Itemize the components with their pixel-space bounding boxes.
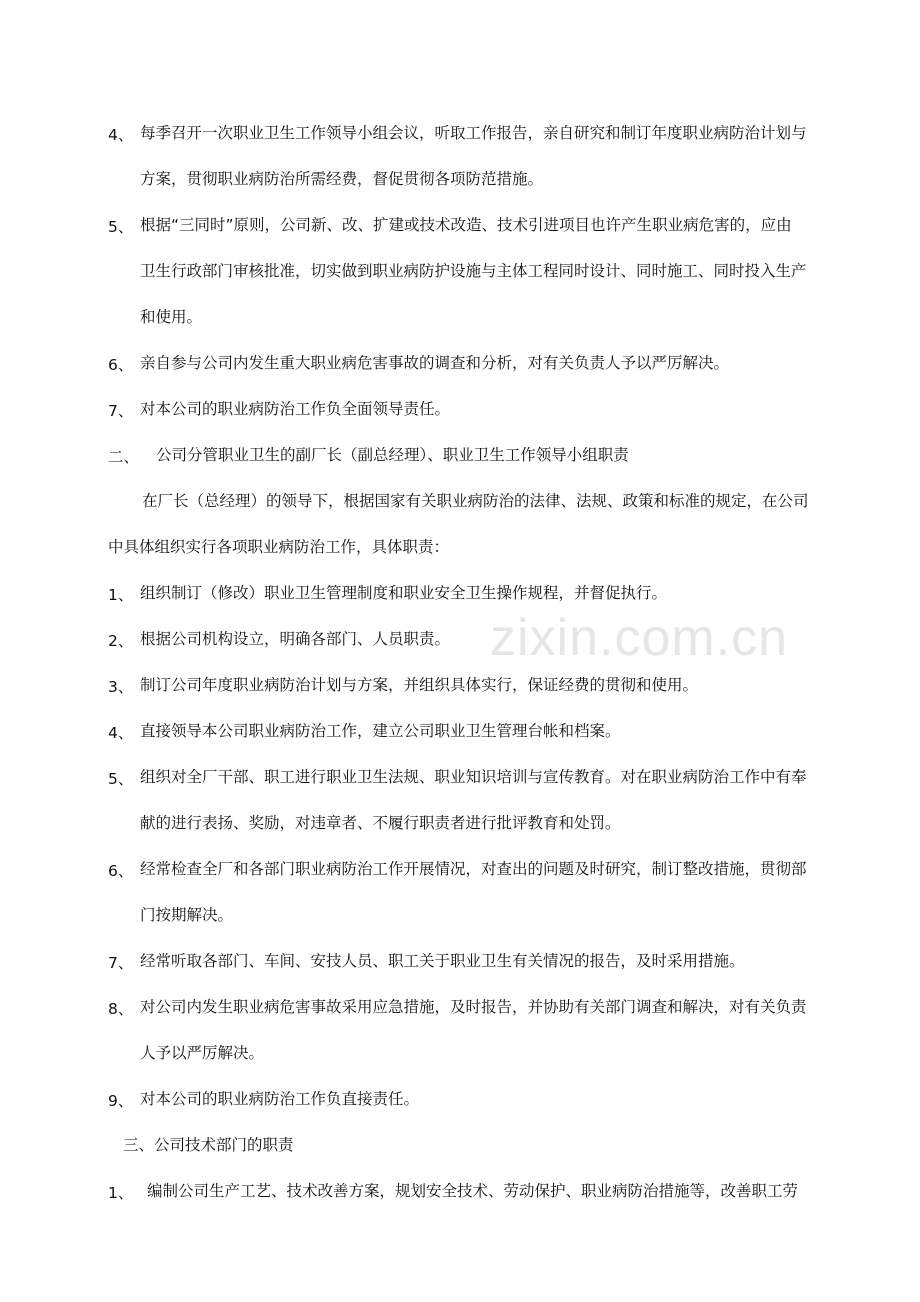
paragraph-line: 经常检查全厂和各部门职业病防治工作开展情况，对查出的问题及时研究，制订整改措施，贯彻部 bbox=[140, 860, 807, 878]
paragraph-line: 制订公司年度职业病防治计划与方案，并组织具体实行，保证经费的贯彻和使用。 bbox=[140, 676, 699, 694]
paragraph-line: 组织对全厂干部、职工进行职业卫生法规、职业知识培训与宣传教育。对在职业病防治工作中有奉 bbox=[140, 768, 807, 786]
paragraph-line: 对本公司的职业病防治工作负直接责任。 bbox=[140, 1090, 420, 1108]
item-number: 1、 bbox=[108, 1184, 134, 1202]
item-number: 9、 bbox=[108, 1092, 134, 1110]
item-number: 4、 bbox=[108, 126, 134, 144]
paragraph-line: 每季召开一次职业卫生工作领导小组会议，听取工作报告，亲自研究和制订年度职业病防治计划与 bbox=[140, 124, 807, 142]
watermark: zixin.com.cn bbox=[490, 609, 789, 667]
paragraph-line: 亲自参与公司内发生重大职业病危害事故的调查和分析，对有关负责人予以严厉解决。 bbox=[140, 354, 730, 372]
paragraph-line: 经常听取各部门、车间、安技人员、职工关于职业卫生有关情况的报告，及时采用措施。 bbox=[140, 952, 745, 970]
item-number: 6、 bbox=[108, 356, 134, 374]
item-number: 1、 bbox=[108, 586, 134, 604]
paragraph-line: 和使用。 bbox=[140, 308, 203, 326]
item-number: 2、 bbox=[108, 632, 134, 650]
section-heading: 公司分管职业卫生的副厂长（副总经理）、职业卫生工作领导小组职责 bbox=[156, 446, 629, 464]
item-number: 7、 bbox=[108, 402, 134, 420]
paragraph-line: 组织制订（修改）职业卫生管理制度和职业安全卫生操作规程，并督促执行。 bbox=[140, 584, 668, 602]
paragraph-line: 人予以严厉解决。 bbox=[140, 1044, 265, 1062]
item-number: 4、 bbox=[108, 724, 134, 742]
item-number: 3、 bbox=[108, 678, 134, 696]
paragraph-line: 在厂长（总经理）的领导下，根据国家有关职业病防治的法律、法规、政策和标准的规定，在公司 bbox=[142, 492, 809, 510]
paragraph-line: 方案，贯彻职业病防治所需经费，督促贯彻各项防范措施。 bbox=[140, 170, 544, 188]
item-number: 5、 bbox=[108, 218, 134, 236]
item-number: 6、 bbox=[108, 862, 134, 880]
paragraph-line: 编制公司生产工艺、技术改善方案，规划安全技术、劳动保护、职业病防治措施等，改善职工劳 bbox=[147, 1182, 799, 1200]
paragraph-line: 献的进行表扬、奖励，对违章者、不履行职责者进行批评教育和处罚。 bbox=[140, 814, 621, 832]
paragraph-line: 卫生行政部门审核批准，切实做到职业病防护设施与主体工程同时设计、同时施工、同时投入生产 bbox=[140, 262, 807, 280]
section-number: 二、 bbox=[108, 448, 140, 466]
item-number: 7、 bbox=[108, 954, 134, 972]
paragraph-line: 根据“三同时”原则，公司新、改、扩建或技术改造、技术引进项目也许产生职业病危害的，应由 bbox=[140, 216, 792, 234]
paragraph-line: 对公司内发生职业病危害事故采用应急措施，及时报告，并协助有关部门调查和解决，对有关负责 bbox=[140, 998, 807, 1016]
paragraph-line: 门按期解决。 bbox=[140, 906, 234, 924]
item-number: 5、 bbox=[108, 770, 134, 788]
paragraph-line: 对本公司的职业病防治工作负全面领导责任。 bbox=[140, 400, 451, 418]
section-heading: 三、公司技术部门的职责 bbox=[123, 1136, 294, 1154]
paragraph-line: 直接领导本公司职业病防治工作，建立公司职业卫生管理台帐和档案。 bbox=[140, 722, 621, 740]
item-number: 8、 bbox=[108, 1000, 134, 1018]
paragraph-line: 根据公司机构设立，明确各部门、人员职责。 bbox=[140, 630, 451, 648]
paragraph-line: 中具体组织实行各项职业病防治工作，具体职责： bbox=[108, 538, 450, 556]
